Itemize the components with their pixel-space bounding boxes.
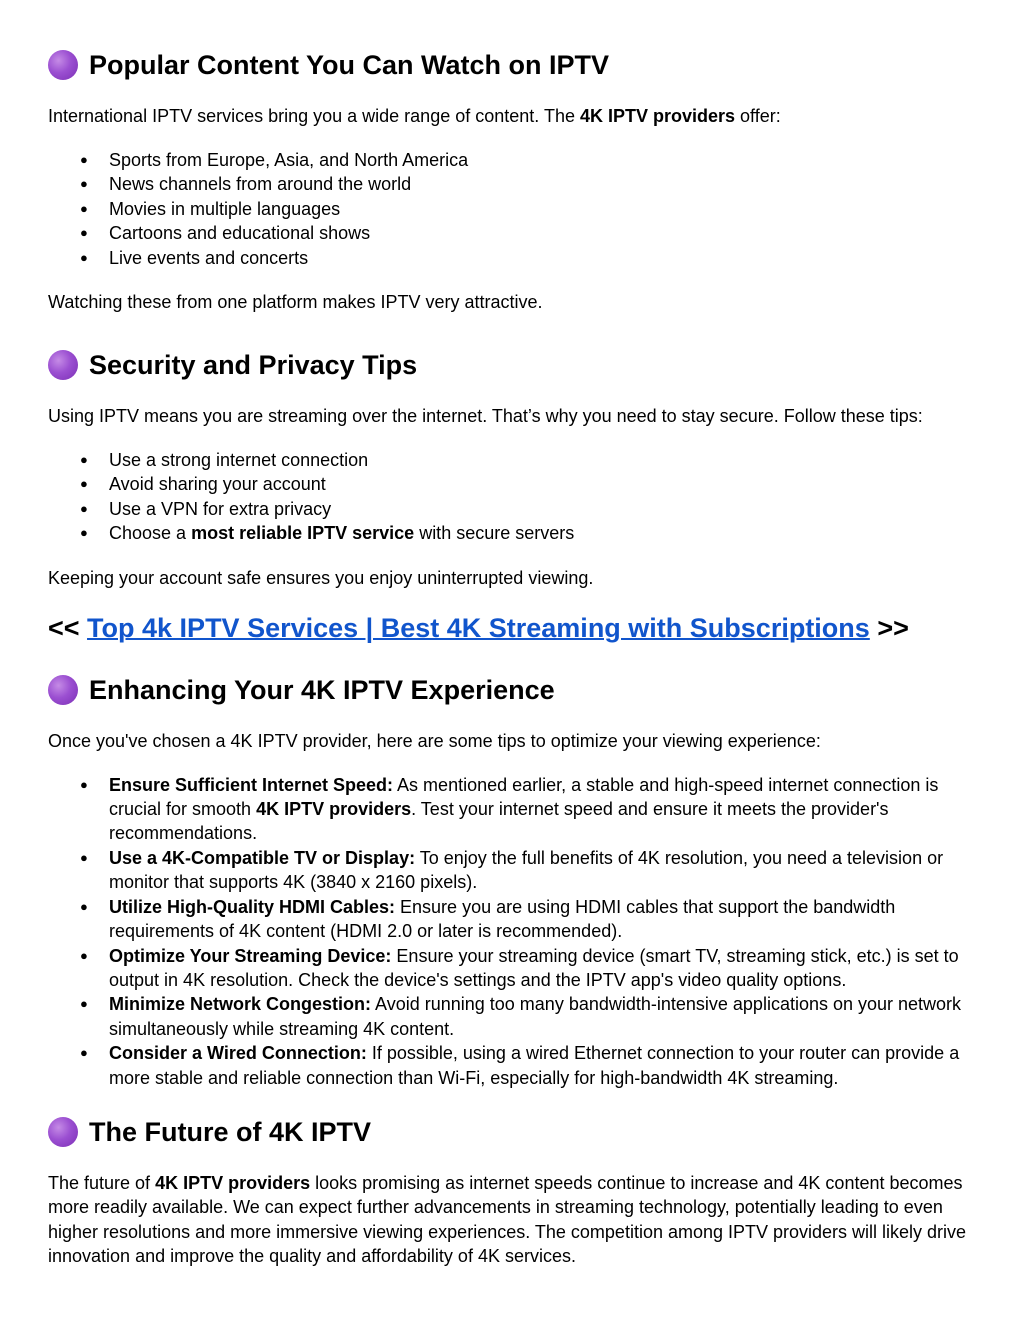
link-prefix: << [48, 612, 88, 643]
item-bold: most reliable IPTV service [191, 523, 415, 544]
tip-title: Utilize High-Quality HDMI Cables: [109, 896, 396, 917]
tip-title: Minimize Network Congestion: [109, 994, 372, 1015]
outro-paragraph: Watching these from one platform makes IPTV very attractive. [48, 292, 543, 313]
purple-circle-icon [48, 50, 78, 80]
tip-text: Ensure you are using HDMI cables that support the bandwidth requirements of 4K content (HDMI 2.0 or later is recommended). [109, 896, 896, 942]
para-text: The future of [48, 1172, 156, 1193]
section-heading-enhancing [48, 674, 976, 706]
list-item [48, 773, 976, 846]
list-item: ● Live events and concerts [48, 246, 976, 270]
intro-paragraph [48, 104, 976, 128]
section-heading-future [48, 1116, 976, 1148]
purple-circle-icon [48, 350, 78, 380]
top-4k-iptv-link[interactable]: Top 4k IPTV Services | Best 4K Streaming with Subscriptions [87, 612, 870, 643]
promo-link-line [48, 612, 976, 644]
tip-title: Optimize Your Streaming Device: [109, 945, 392, 966]
tip-title: Ensure Sufficient Internet Speed: [109, 774, 394, 795]
item-text: Choose a [109, 523, 192, 544]
outro-paragraph: Keeping your account safe ensures you enjoy uninterrupted viewing. [48, 567, 594, 588]
section-heading-security [48, 349, 976, 381]
tip-title: Use a 4K-Compatible TV or Display: [109, 847, 416, 868]
tips-list [48, 448, 976, 546]
heading-text: Popular Content You Can Watch on IPTV [89, 50, 610, 80]
future-paragraph [48, 1171, 976, 1269]
list-item: ● Use a strong internet connection [48, 448, 976, 472]
list-item: ● Avoid sharing your account [48, 472, 976, 496]
list-item [48, 944, 976, 993]
tip-text: Ensure your streaming device (smart TV, streaming stick, etc.) is set to output in 4K resolution. Check the device's settings and the IPTV app's video quality options. [109, 945, 959, 990]
intro-bold: 4K IPTV providers [579, 106, 736, 126]
list-item: ● Cartoons and educational shows [48, 221, 976, 245]
tip-text: Avoid running too many bandwidth-intensive applications on your network simultaneously while streaming 4K content. [109, 994, 962, 1039]
para-bold: 4K IPTV providers [155, 1172, 311, 1193]
content-list [48, 148, 976, 270]
list-item: ● Movies in multiple languages [48, 197, 976, 221]
tip-text: If possible, using a wired Ethernet connection to your router can provide a more stable and reliable connection than Wi-Fi, especially for high-bandwidth 4K streaming. [109, 1043, 960, 1088]
list-item [48, 521, 976, 545]
list-item [48, 895, 976, 944]
tip-title: Consider a Wired Connection: [109, 1043, 367, 1064]
intro-text-end: offer: [735, 106, 781, 126]
list-item [48, 1041, 976, 1090]
tip-text: To enjoy the full benefits of 4K resolution, you need a television or monitor that supports 4K (3840 x 2160 pixels). [109, 847, 944, 893]
experience-tips-list [48, 773, 976, 1090]
purple-circle-icon [48, 1117, 78, 1147]
section-heading-popular-content [48, 0, 976, 81]
list-item [48, 846, 976, 895]
heading-text: Enhancing Your 4K IPTV Experience [89, 674, 555, 705]
intro-paragraph: Once you've chosen a 4K IPTV provider, here are some tips to optimize your viewing experience: [48, 730, 821, 751]
tip-text-end: . Test your internet speed and ensure it meets the provider's recommendations. [109, 799, 889, 844]
list-item: ● News channels from around the world [48, 172, 976, 196]
intro-paragraph: Using IPTV means you are streaming over the internet. That’s why you need to stay secure. Follow these tips: [48, 406, 923, 427]
item-text-end: with secure servers [414, 523, 575, 544]
list-item [48, 992, 976, 1041]
link-suffix: >> [869, 612, 909, 643]
heading-text: The Future of 4K IPTV [89, 1116, 372, 1147]
tip-text: As mentioned earlier, a stable and high-speed internet connection is crucial for smooth [109, 774, 939, 820]
para-text-end: looks promising as internet speeds continue to increase and 4K content becomes more readily available. We can expect further advancements in streaming technology, potentially leading to even higher resolutions and more immersive viewing experiences. The competition among IPTV providers will likely drive innovation and improve the quality and affordability of 4K services. [48, 1172, 967, 1267]
intro-text: International IPTV services bring you a wide range of content. The [48, 106, 580, 126]
tip-bold: 4K IPTV providers [256, 799, 412, 820]
list-item: ● Sports from Europe, Asia, and North America [48, 148, 976, 172]
purple-circle-icon [48, 675, 78, 705]
list-item: ● Use a VPN for extra privacy [48, 497, 976, 521]
heading-text: Security and Privacy Tips [89, 350, 418, 381]
